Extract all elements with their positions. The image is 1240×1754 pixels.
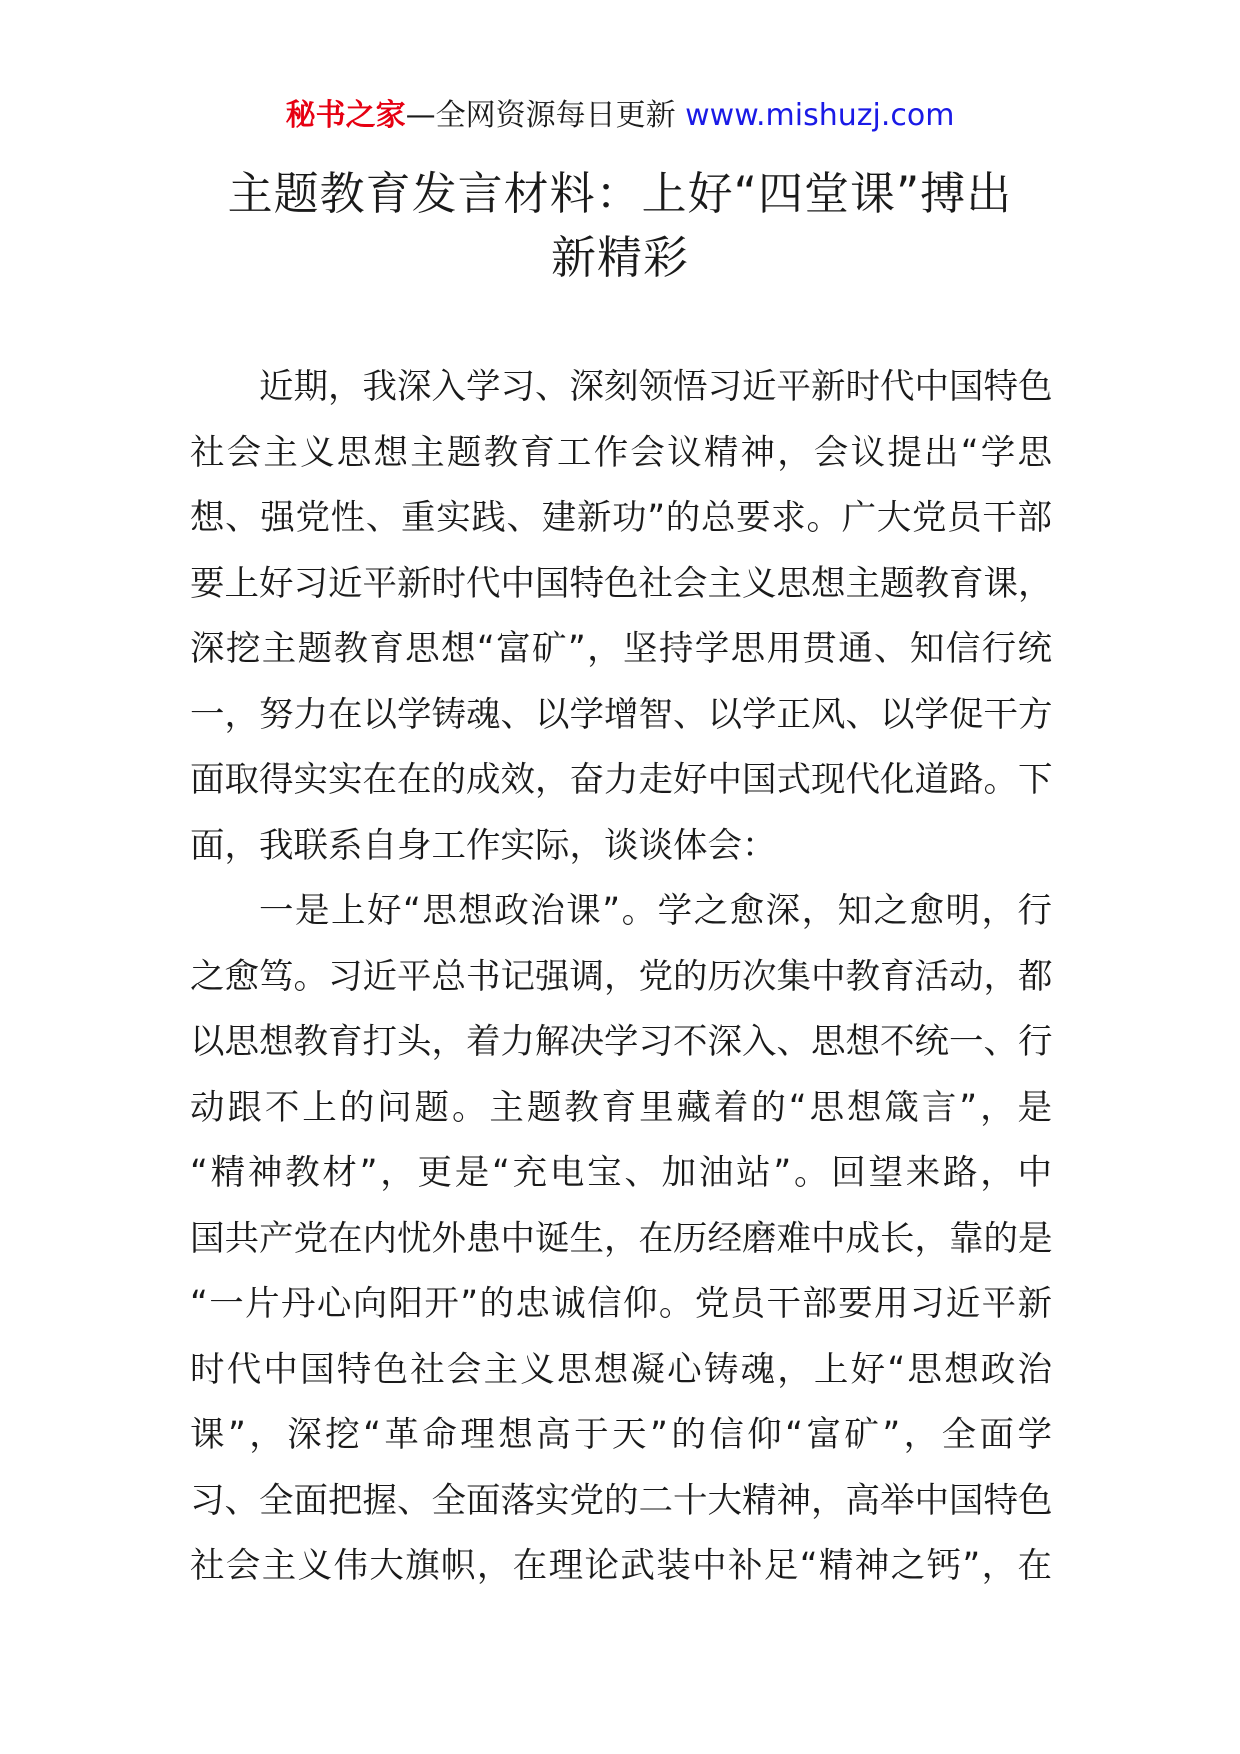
body-line: 要上好习近平新时代中国特色社会主义思想主题教育课， — [190, 563, 1052, 604]
body-line: 面，我联系自身工作实际，谈谈体会： — [190, 825, 777, 866]
title-line-2: 新精彩 — [550, 231, 689, 284]
body-line: 一是上好“思想政治课”。学之愈深，知之愈明，行 — [259, 891, 1052, 931]
site-url-link[interactable]: www.mishuzj.com — [685, 98, 955, 133]
body-line: “精神教材”，更是“充电宝、加油站”。回望来路，中 — [190, 1153, 1052, 1193]
body-line: 近期，我深入学习、深刻领悟习近平新时代中国特色 — [259, 367, 1052, 407]
body-line: “一片丹心向阳开”的忠诚信仰。党员干部要用习近平新 — [190, 1284, 1052, 1324]
title-line-1: 主题教育发言材料：上好“四堂课”搏出 — [227, 167, 1013, 220]
header-tagline: —全网资源每日更新 — [405, 98, 676, 133]
body-line: 以思想教育打头，着力解决学习不深入、思想不统一、行 — [190, 1022, 1052, 1062]
body-line: 面取得实实在在的成效，奋力走好中国式现代化道路。下 — [190, 760, 1052, 800]
document-title — [190, 162, 1050, 290]
site-header — [0, 96, 1240, 136]
body-line: 动跟不上的问题。主题教育里藏着的“思想箴言”，是 — [190, 1087, 1052, 1128]
body-line: 深挖主题教育思想“富矿”，坚持学思用贯通、知信行统 — [190, 629, 1052, 669]
body-line: 一，努力在以学铸魂、以学增智、以学正风、以学促干方 — [190, 694, 1052, 735]
body-line: 想、强党性、重实践、建新功”的总要求。广大党员干部 — [190, 498, 1052, 538]
body-line: 社会主义思想主题教育工作会议精神，会议提出“学思 — [190, 432, 1052, 473]
body-line: 社会主义伟大旗帜，在理论武装中补足“精神之钙”，在 — [190, 1546, 1052, 1586]
body-line: 时代中国特色社会主义思想凝心铸魂，上好“思想政治 — [190, 1349, 1052, 1390]
brand-name: 秘书之家 — [285, 98, 406, 133]
body-line: 国共产党在内忧外患中诞生，在历经磨难中成长，靠的是 — [190, 1218, 1052, 1259]
body-line: 之愈笃。习近平总书记强调，党的历次集中教育活动，都 — [190, 956, 1052, 997]
body-line: 习、全面把握、全面落实党的二十大精神，高举中国特色 — [190, 1480, 1052, 1521]
body-line: 课”，深挖“革命理想高于天”的信仰“富矿”，全面学 — [190, 1415, 1052, 1455]
document-body — [190, 355, 1052, 1600]
